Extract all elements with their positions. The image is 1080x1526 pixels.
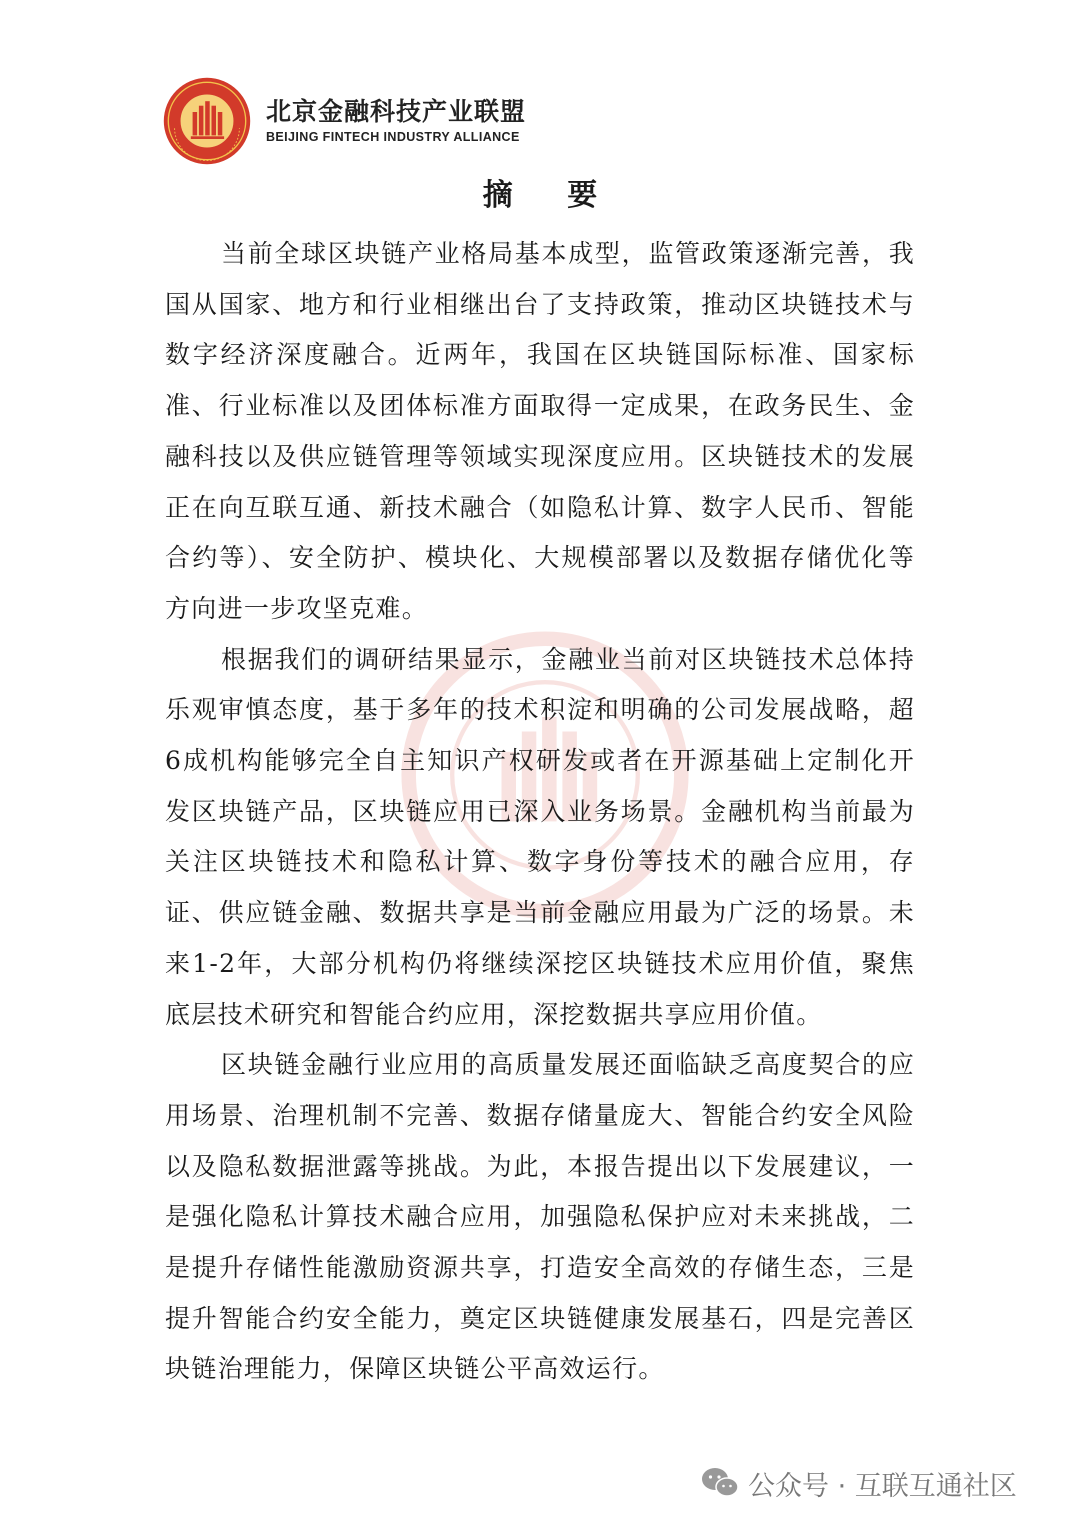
org-name-chinese: 北京金融科技产业联盟 bbox=[266, 97, 527, 126]
wechat-icon bbox=[700, 1466, 740, 1500]
paragraph-1: 当前全球区块链产业格局基本成型，监管政策逐渐完善，我国从国家、地方和行业相继出台了支持政策，推动区块链技术与数字经济深度融合。近两年，我国在区块链国际标准、国家标准、行业标准以及团体标准方面取得一定成果，在政务民生、金融科技以及供应链管理等领域实现深度应用。区块链技术的发展正在向互联互通、新技术融合（如隐私计算、数字人民币、智能合约等）、安全防护、模块化、大规模部署以及数据存储优化等方向进一步攻坚克难。 bbox=[165, 239, 915, 623]
abstract-body bbox=[165, 229, 915, 1395]
paragraph-3: 区块链金融行业应用的高质量发展还面临缺乏高度契合的应用场景、治理机制不完善、数据存储量庞大、智能合约安全风险以及隐私数据泄露等挑战。为此，本报告提出以下发展建议，一是强化隐私计算技术融合应用，加强隐私保护应对未来挑战，二是提升存储性能激励资源共享，打造安全高效的存储生态，三是提升智能合约安全能力，奠定区块链健康发展基石，四是完善区块链治理能力，保障区块链公平高效运行。 bbox=[165, 1050, 915, 1384]
org-name-english: BEIJING FINTECH INDUSTRY ALLIANCE bbox=[266, 130, 520, 144]
paragraph-2: 根据我们的调研结果显示，金融业当前对区块链技术总体持乐观审慎态度，基于多年的技术积淀和明确的公司发展战略，超6成机构能够完全自主知识产权研发或者在开源基础上定制化开发区块链产品，区块链应用已深入业务场景。金融机构当前最为关注区块链技术和隐私计算、数字身份等技术的融合应用，存证、供应链金融、数据共享是当前金融应用最为广泛的场景。未来1-2年，大部分机构仍将继续深挖区块链技术应用价值，聚焦底层技术研究和智能合约应用，深挖数据共享应用价值。 bbox=[165, 644, 915, 1029]
source-label: 公众号 · 互联互通社区 bbox=[748, 1470, 1017, 1502]
org-name-block bbox=[266, 96, 526, 146]
page-title: 摘 要 bbox=[482, 178, 620, 213]
document-header bbox=[162, 76, 526, 166]
source-watermark bbox=[700, 1460, 1017, 1506]
alliance-seal-logo-icon bbox=[162, 76, 252, 166]
